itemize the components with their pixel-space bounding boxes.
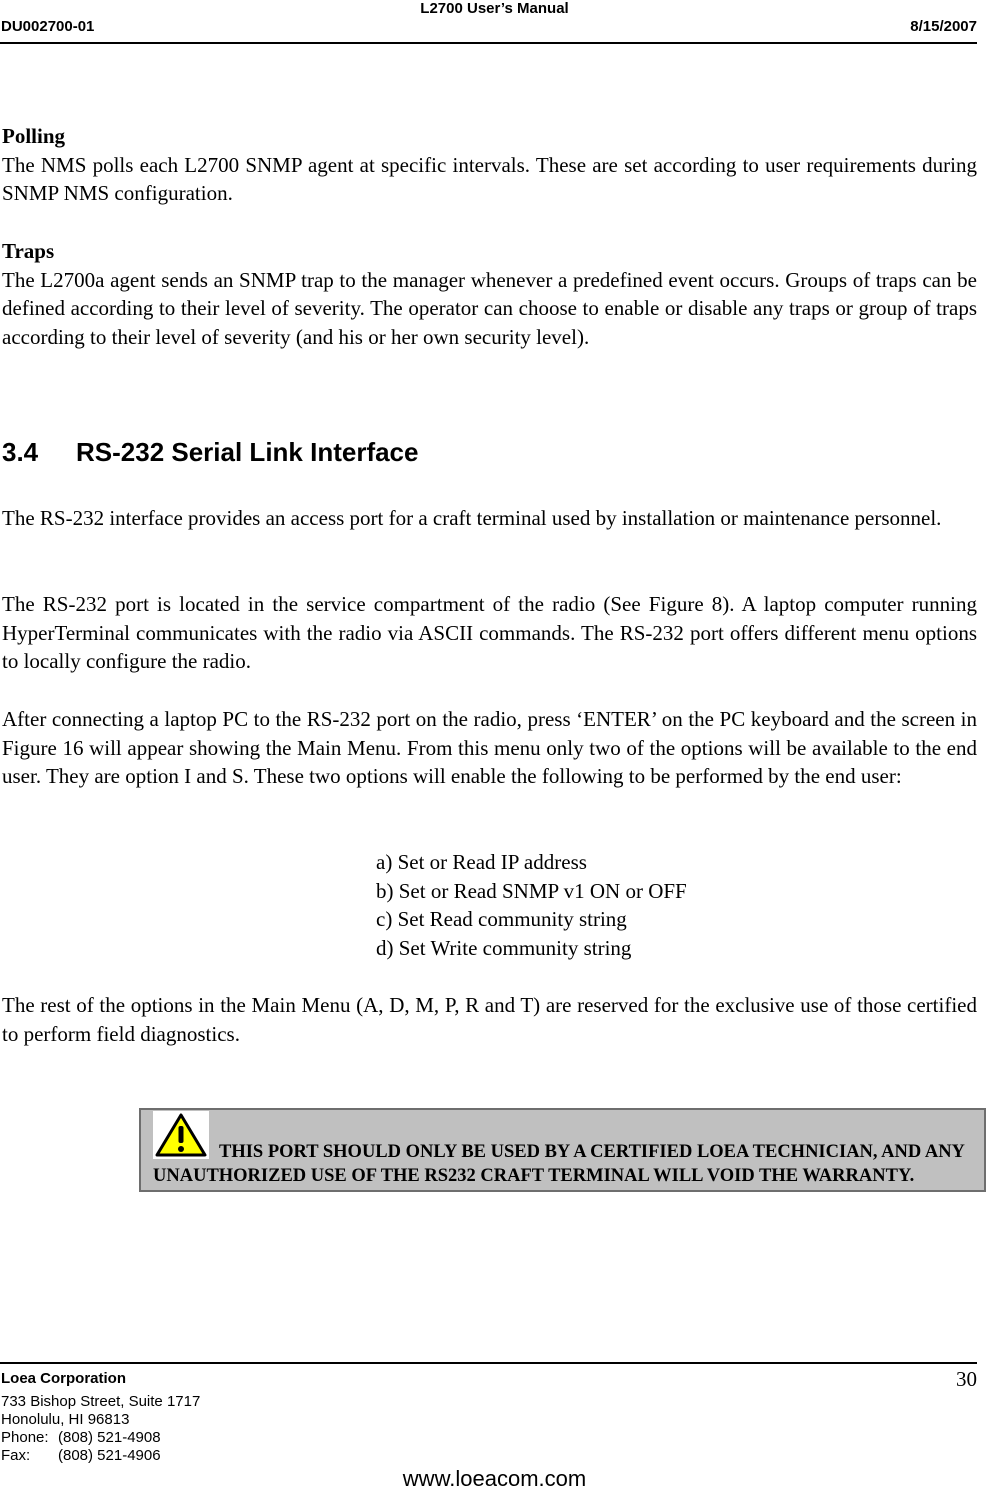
- traps-block: [2, 237, 977, 351]
- section-number: 3.4: [2, 437, 39, 467]
- document-date: 8/15/2007: [910, 18, 977, 35]
- section-paragraph-3-block: [2, 705, 977, 791]
- fax-label: Fax:: [1, 1447, 31, 1464]
- company-name: Loea Corporation: [1, 1370, 127, 1387]
- section-paragraph-4: The rest of the options in the Main Menu (A, D, M, P, R and T) are reserved for the exclusive use of those certified to perform field diagnostics.: [2, 993, 977, 1046]
- section-paragraph-1: The RS-232 interface provides an access port for a craft terminal used by installation or maintenance personnel.: [2, 506, 942, 530]
- section-paragraph-2-block: [2, 590, 977, 676]
- warning-text: THIS PORT SHOULD ONLY BE USED BY A CERTIFIED LOEA TECHNICIAN, AND ANY UNAUTHORIZED USE OF THE RS232 CRAFT TERMINAL WILL VOID THE WARRANTY.: [153, 1142, 965, 1186]
- section-paragraph-1-block: [2, 504, 977, 533]
- address-line-1: 733 Bishop Street, Suite 1717: [1, 1393, 201, 1410]
- traps-heading: Traps: [2, 239, 55, 263]
- page-number: 30: [956, 1367, 977, 1391]
- fax-line: [1, 1447, 161, 1464]
- list-item: d) Set Write community string: [376, 935, 632, 960]
- section-paragraph-2: The RS-232 port is located in the service compartment of the radio (See Figure 8). A laptop computer running HyperTerminal communicates with the radio via ASCII commands. The RS-232 port offers different menu options to locally configure the radio.: [2, 592, 977, 673]
- list-item: b) Set or Read SNMP v1 ON or OFF: [376, 878, 687, 903]
- fax-number: (808) 521-4906: [58, 1447, 161, 1464]
- header-rule: [0, 42, 977, 44]
- traps-paragraph: The L2700a agent sends an SNMP trap to the manager whenever a predefined event occurs. Groups of traps can be defined according to their level of severity. The operator can choose to enable or disable any traps or group of traps according to their level of severity (and his or her own security level).: [2, 267, 977, 349]
- manual-title: L2700 User’s Manual: [420, 0, 569, 17]
- section-paragraph-4-block: [2, 991, 977, 1048]
- section-heading: [2, 437, 418, 468]
- phone-number: (808) 521-4908: [58, 1429, 161, 1446]
- list-item: c) Set Read community string: [376, 907, 627, 931]
- phone-line: [1, 1429, 161, 1446]
- section-title: RS-232 Serial Link Interface: [76, 437, 419, 467]
- polling-paragraph: The NMS polls each L2700 SNMP agent at specific intervals. These are set according to user requirements during SNMP NMS configuration.: [2, 152, 977, 205]
- polling-block: [2, 122, 977, 208]
- user-options-list: [376, 848, 687, 962]
- phone-label: Phone:: [1, 1429, 49, 1446]
- section-paragraph-3: After connecting a laptop PC to the RS-232 port on the radio, press ‘ENTER’ on the PC keyboard and the screen in Figure 16 will appear showing the Main Menu. From this menu only two of the options will be available to the end user. They are option I and S. These two options will enable the following to be performed by the end user:: [2, 707, 977, 788]
- website-link[interactable]: www.loeacom.com: [402, 1466, 587, 1491]
- warning-box: [139, 1108, 986, 1192]
- address-line-2: Honolulu, HI 96813: [1, 1411, 130, 1428]
- polling-heading: Polling: [2, 124, 66, 148]
- document-id: DU002700-01: [1, 18, 95, 35]
- list-item: a) Set or Read IP address: [376, 850, 587, 874]
- footer-rule: [0, 1362, 977, 1364]
